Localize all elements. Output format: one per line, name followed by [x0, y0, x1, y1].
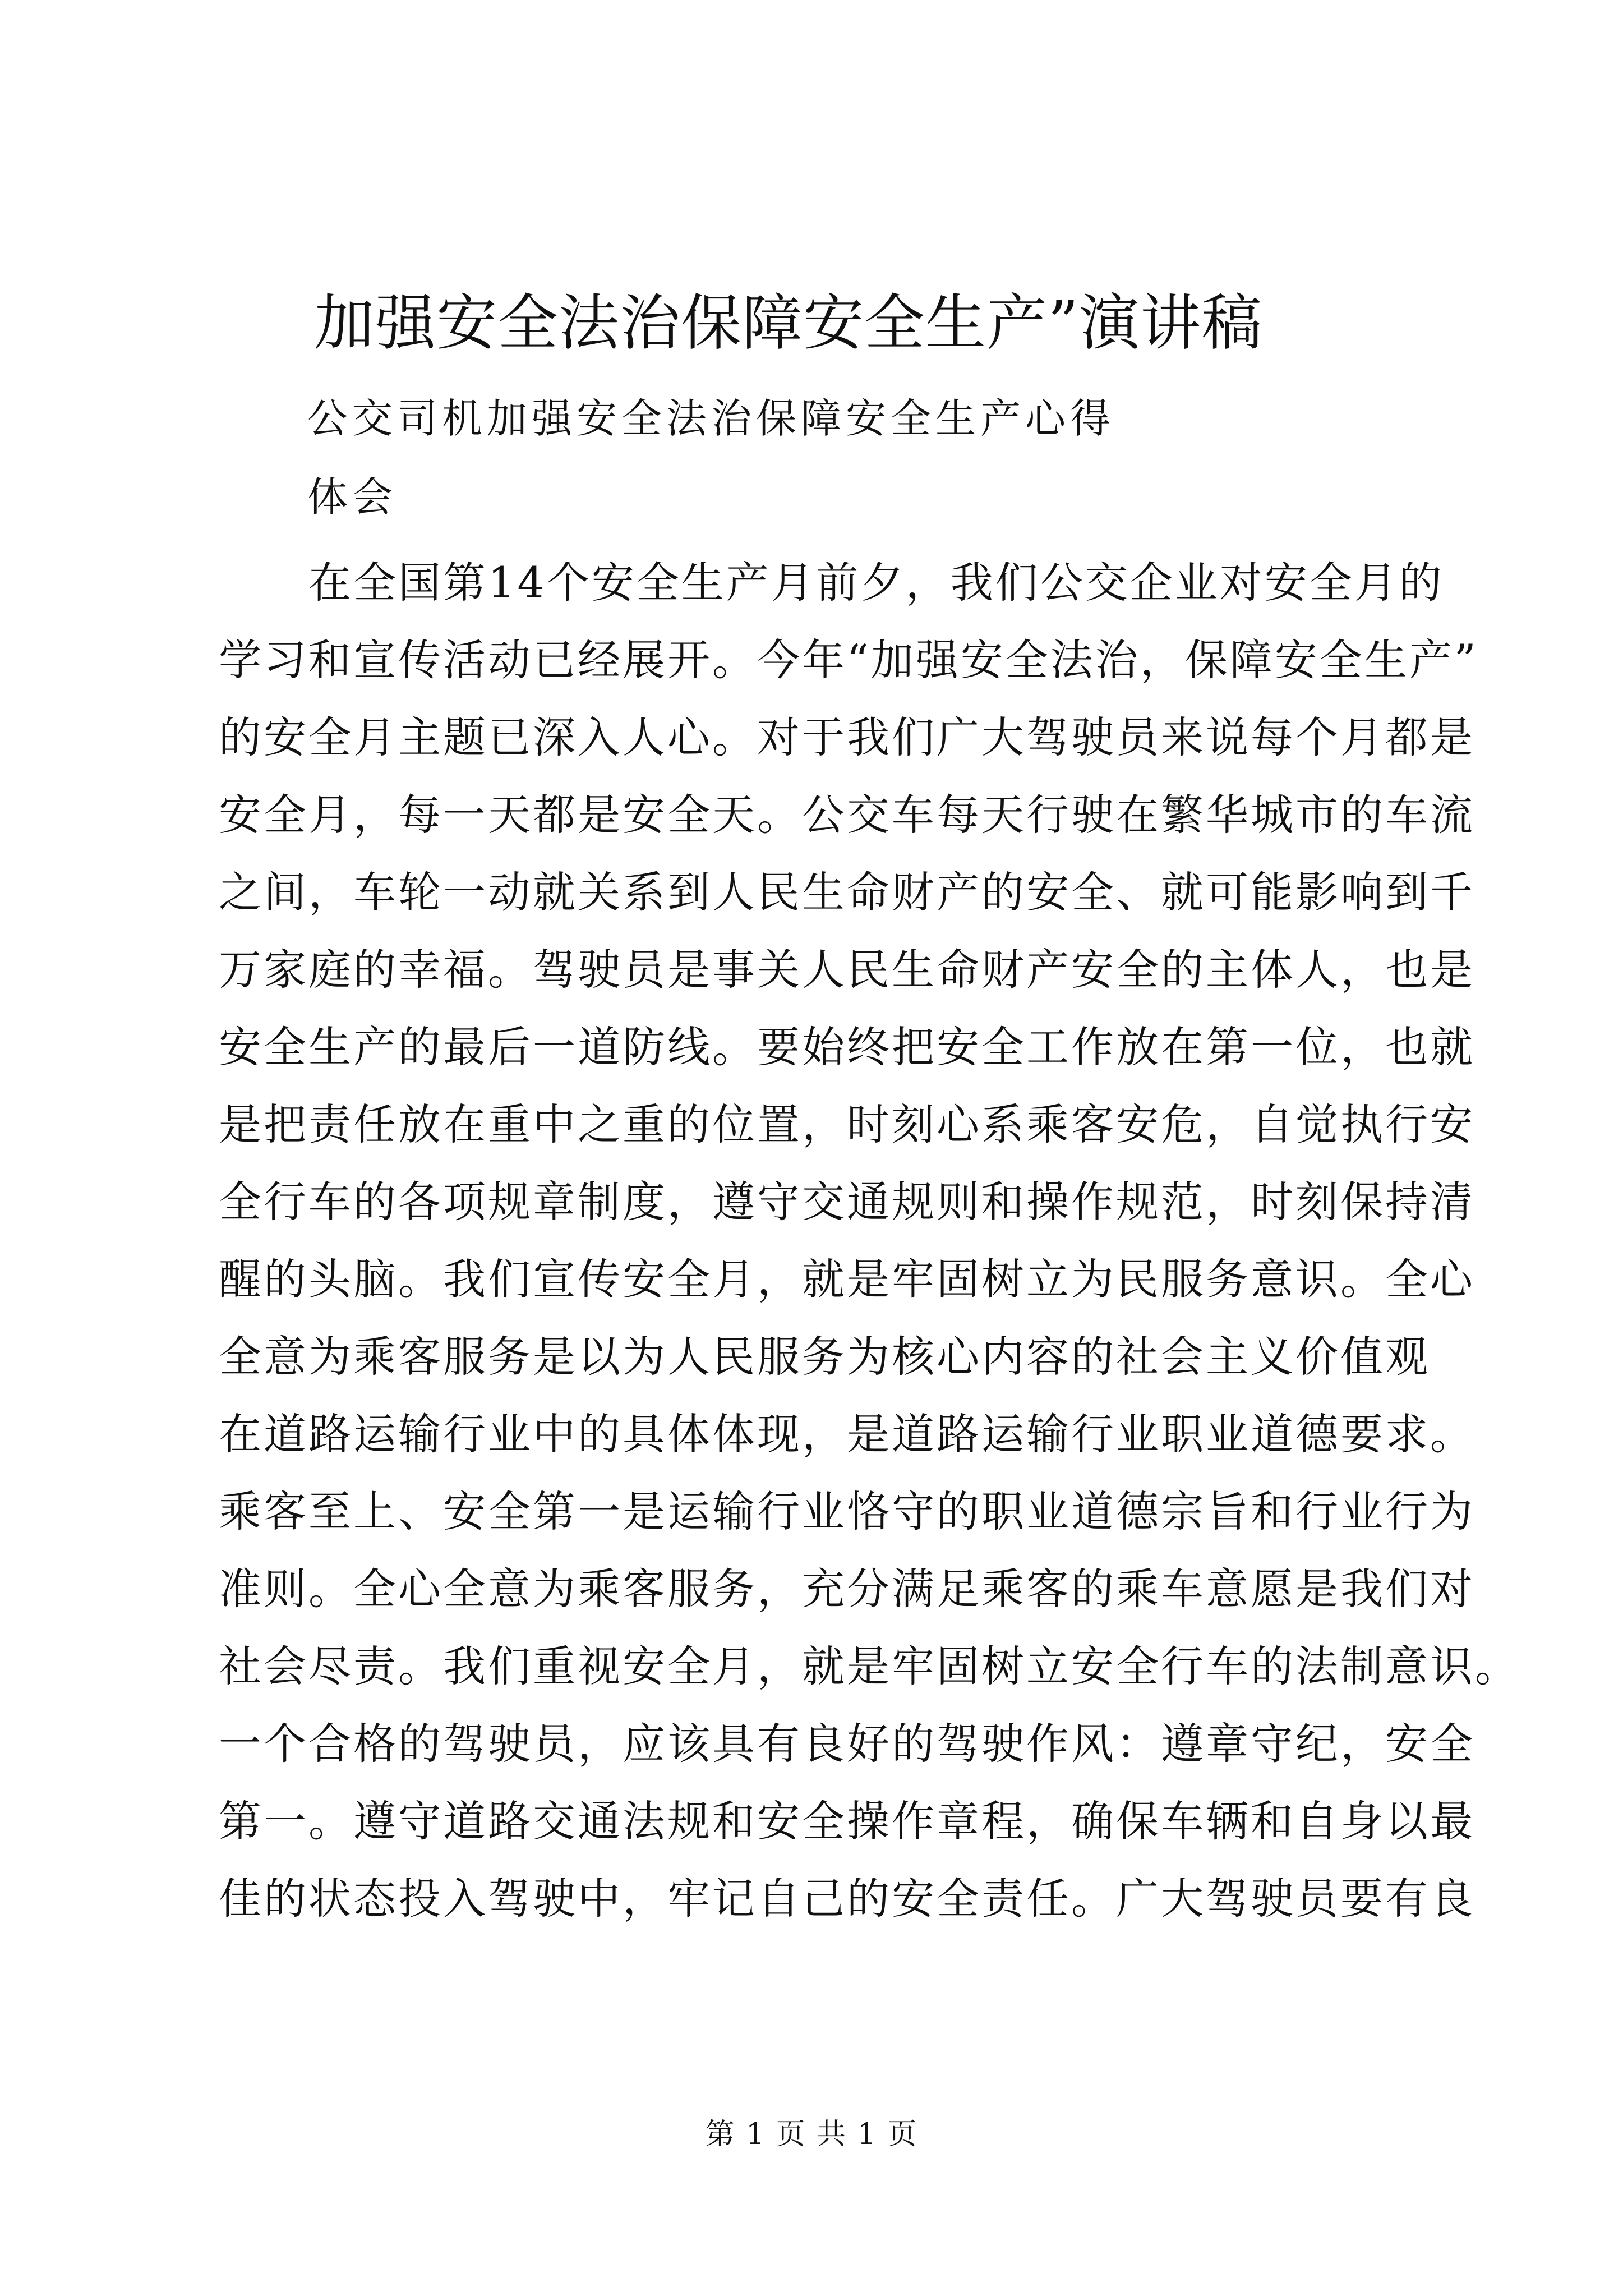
- body-line: 万家庭的幸福。驾驶员是事关人民生命财产安全的主体人，也是: [219, 945, 1475, 995]
- body-line: 准则。全心全意为乘客服务，充分满足乘客的乘车意愿是我们对: [219, 1564, 1475, 1614]
- document-title: 加强安全法治保障安全生产”演讲稿: [314, 288, 1263, 358]
- body-line: 学习和宣传活动已经展开。今年“加强安全法治，保障安全生产”: [219, 635, 1478, 685]
- body-line: 第一。遵守道路交通法规和安全操作章程，确保车辆和自身以最: [219, 1796, 1475, 1846]
- body-line: 安全月，每一天都是安全天。公交车每天行驶在繁华城市的车流: [219, 790, 1475, 840]
- body-line: 佳的状态投入驾驶中，牢记自己的安全责任。广大驾驶员要有良: [219, 1874, 1475, 1924]
- body-line: 的安全月主题已深入人心。对于我们广大驾驶员来说每个月都是: [219, 712, 1475, 762]
- body-line: 安全生产的最后一道防线。要始终把安全工作放在第一位，也就: [219, 1022, 1475, 1072]
- body-line: 在道路运输行业中的具体体现，是道路运输行业职业道德要求。: [219, 1409, 1475, 1459]
- body-line: 一个合格的驾驶员，应该具有良好的驾驶作风：遵章守纪，安全: [219, 1719, 1475, 1769]
- subtitle-line-2: 体会: [307, 473, 398, 521]
- body-line: 之间，车轮一动就关系到人民生命财产的安全、就可能影响到千: [219, 867, 1475, 917]
- body-line: 全意为乘客服务是以为人民服务为核心内容的社会主义价值观: [219, 1332, 1430, 1382]
- page-footer: 第 1 页 共 1 页: [705, 2118, 918, 2151]
- body-paragraph: [219, 544, 1520, 1938]
- subtitle-line-1: 公交司机加强安全法治保障安全生产心得: [307, 395, 1115, 442]
- body-line: 是把责任放在重中之重的位置，时刻心系乘客安危，自觉执行安: [219, 1099, 1475, 1149]
- body-line: 全行车的各项规章制度，遵守交通规则和操作规范，时刻保持清: [219, 1177, 1475, 1227]
- body-line: 醒的头脑。我们宣传安全月，就是牢固树立为民服务意识。全心: [219, 1254, 1475, 1304]
- body-line: 在全国第14个安全生产月前夕，我们公交企业对安全月的: [219, 558, 1444, 608]
- body-line: 社会尽责。我们重视安全月，就是牢固树立安全行车的法制意识。: [219, 1641, 1520, 1691]
- body-line: 乘客至上、安全第一是运输行业恪守的职业道德宗旨和行业行为: [219, 1487, 1475, 1536]
